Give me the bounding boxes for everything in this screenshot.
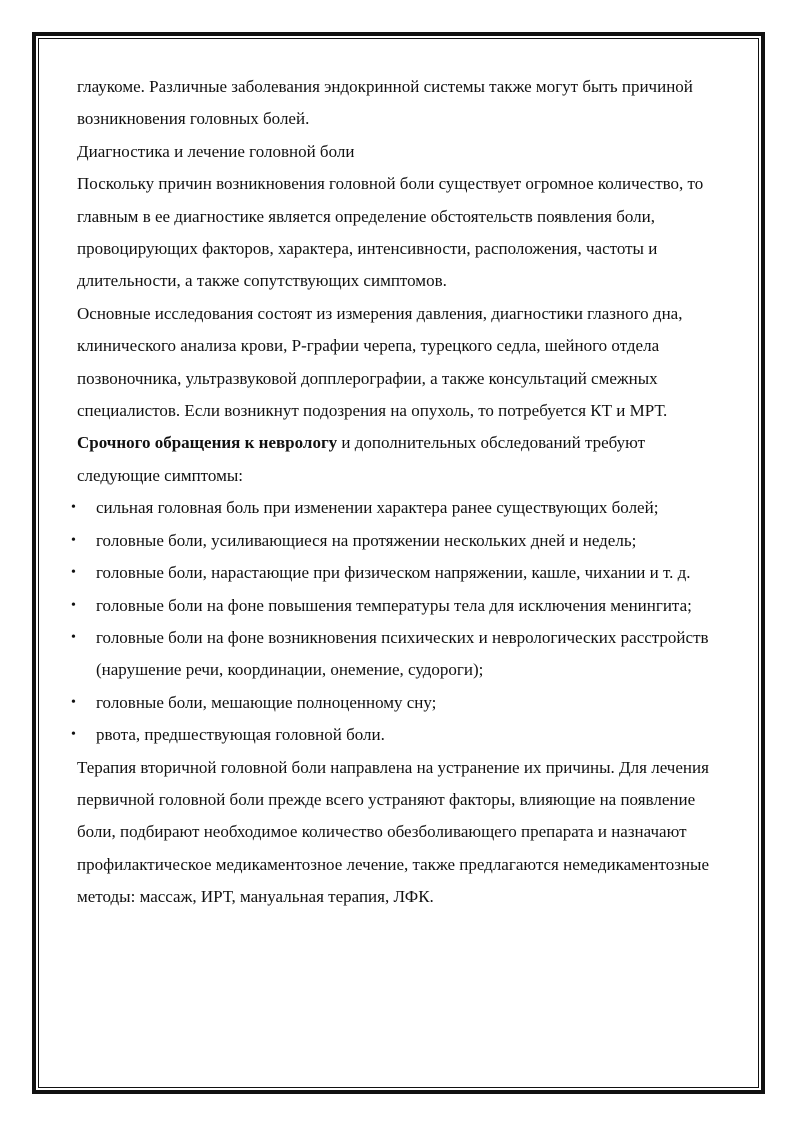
bullet-icon: •: [71, 727, 76, 743]
list-item: [71, 557, 727, 589]
list-item: [71, 590, 727, 622]
paragraph-glaucoma: глаукоме. Различные заболевания эндокринной системы также могут быть причиной возникновения головных болей.: [77, 77, 693, 129]
bullet-icon: •: [71, 694, 76, 710]
list-item: [71, 492, 727, 524]
urgent-rest-text: и дополнительных обследований требуют следующие симптомы:: [77, 433, 646, 485]
list-item: [71, 525, 727, 557]
bullet-icon: •: [71, 629, 76, 645]
paragraph-therapy: Терапия вторичной головной боли направлена на устранение их причины. Для лечения первичной головной боли прежде всего устраняют факторы, влияющие на появление боли, подбирают необходимое количество обезболивающего препарата и назначают профилактическое медикаментозное лечение, также предлагаются немедикаментозные методы: массаж, ИРТ, мануальная терапия, ЛФК.: [77, 757, 710, 907]
list-item-text: головные боли, усиливающиеся на протяжении нескольких дней и недель;: [96, 530, 637, 550]
paragraph-urgent: [77, 427, 727, 492]
section-heading-diagnostics: Диагностика и лечение головной боли: [77, 141, 355, 161]
list-item-text: головные боли, нарастающие при физическом напряжении, кашле, чихании и т. д.: [96, 563, 691, 583]
list-item-text: сильная головная боль при изменении характера ранее существующих болей;: [96, 498, 659, 518]
bullet-icon: •: [71, 500, 76, 516]
paragraph-diagnostics: Поскольку причин возникновения головной боли существует огромное количество, то главным в ее диагностике является определение обстоятельств появления боли, провоцирующих факторов, характера, интенсивности, расположения, частоты и длительности, а также сопутствующих симптомов.: [77, 174, 704, 291]
list-item-text: головные боли на фоне повышения температуры тела для исключения менингита;: [96, 595, 692, 615]
list-item: [71, 687, 727, 719]
urgent-bold-text: Срочного обращения к неврологу: [77, 433, 338, 453]
list-item-text: рвота, предшествующая головной боли.: [96, 725, 385, 745]
list-item-text: головные боли, мешающие полноценному сну;: [96, 692, 437, 712]
list-item-text: головные боли на фоне возникновения психических и неврологических расстройств (нарушение речи, координации, онемение, судороги);: [96, 627, 709, 680]
list-item: [71, 622, 727, 687]
bullet-icon: •: [71, 565, 76, 581]
document-body: [71, 71, 727, 914]
bullet-icon: •: [71, 532, 76, 548]
paragraph-examinations: Основные исследования состоят из измерения давления, диагностики глазного дна, клинического анализа крови, Р-графии черепа, турецкого седла, шейного отдела позвоночника, ультразвуковой допплерографии, а также консультаций смежных специалистов. Если возникнут подозрения на опухоль, то потребуется КТ и МРТ.: [77, 303, 683, 421]
bullet-icon: •: [71, 597, 76, 613]
list-item: [71, 719, 727, 751]
symptoms-list: [71, 492, 727, 751]
